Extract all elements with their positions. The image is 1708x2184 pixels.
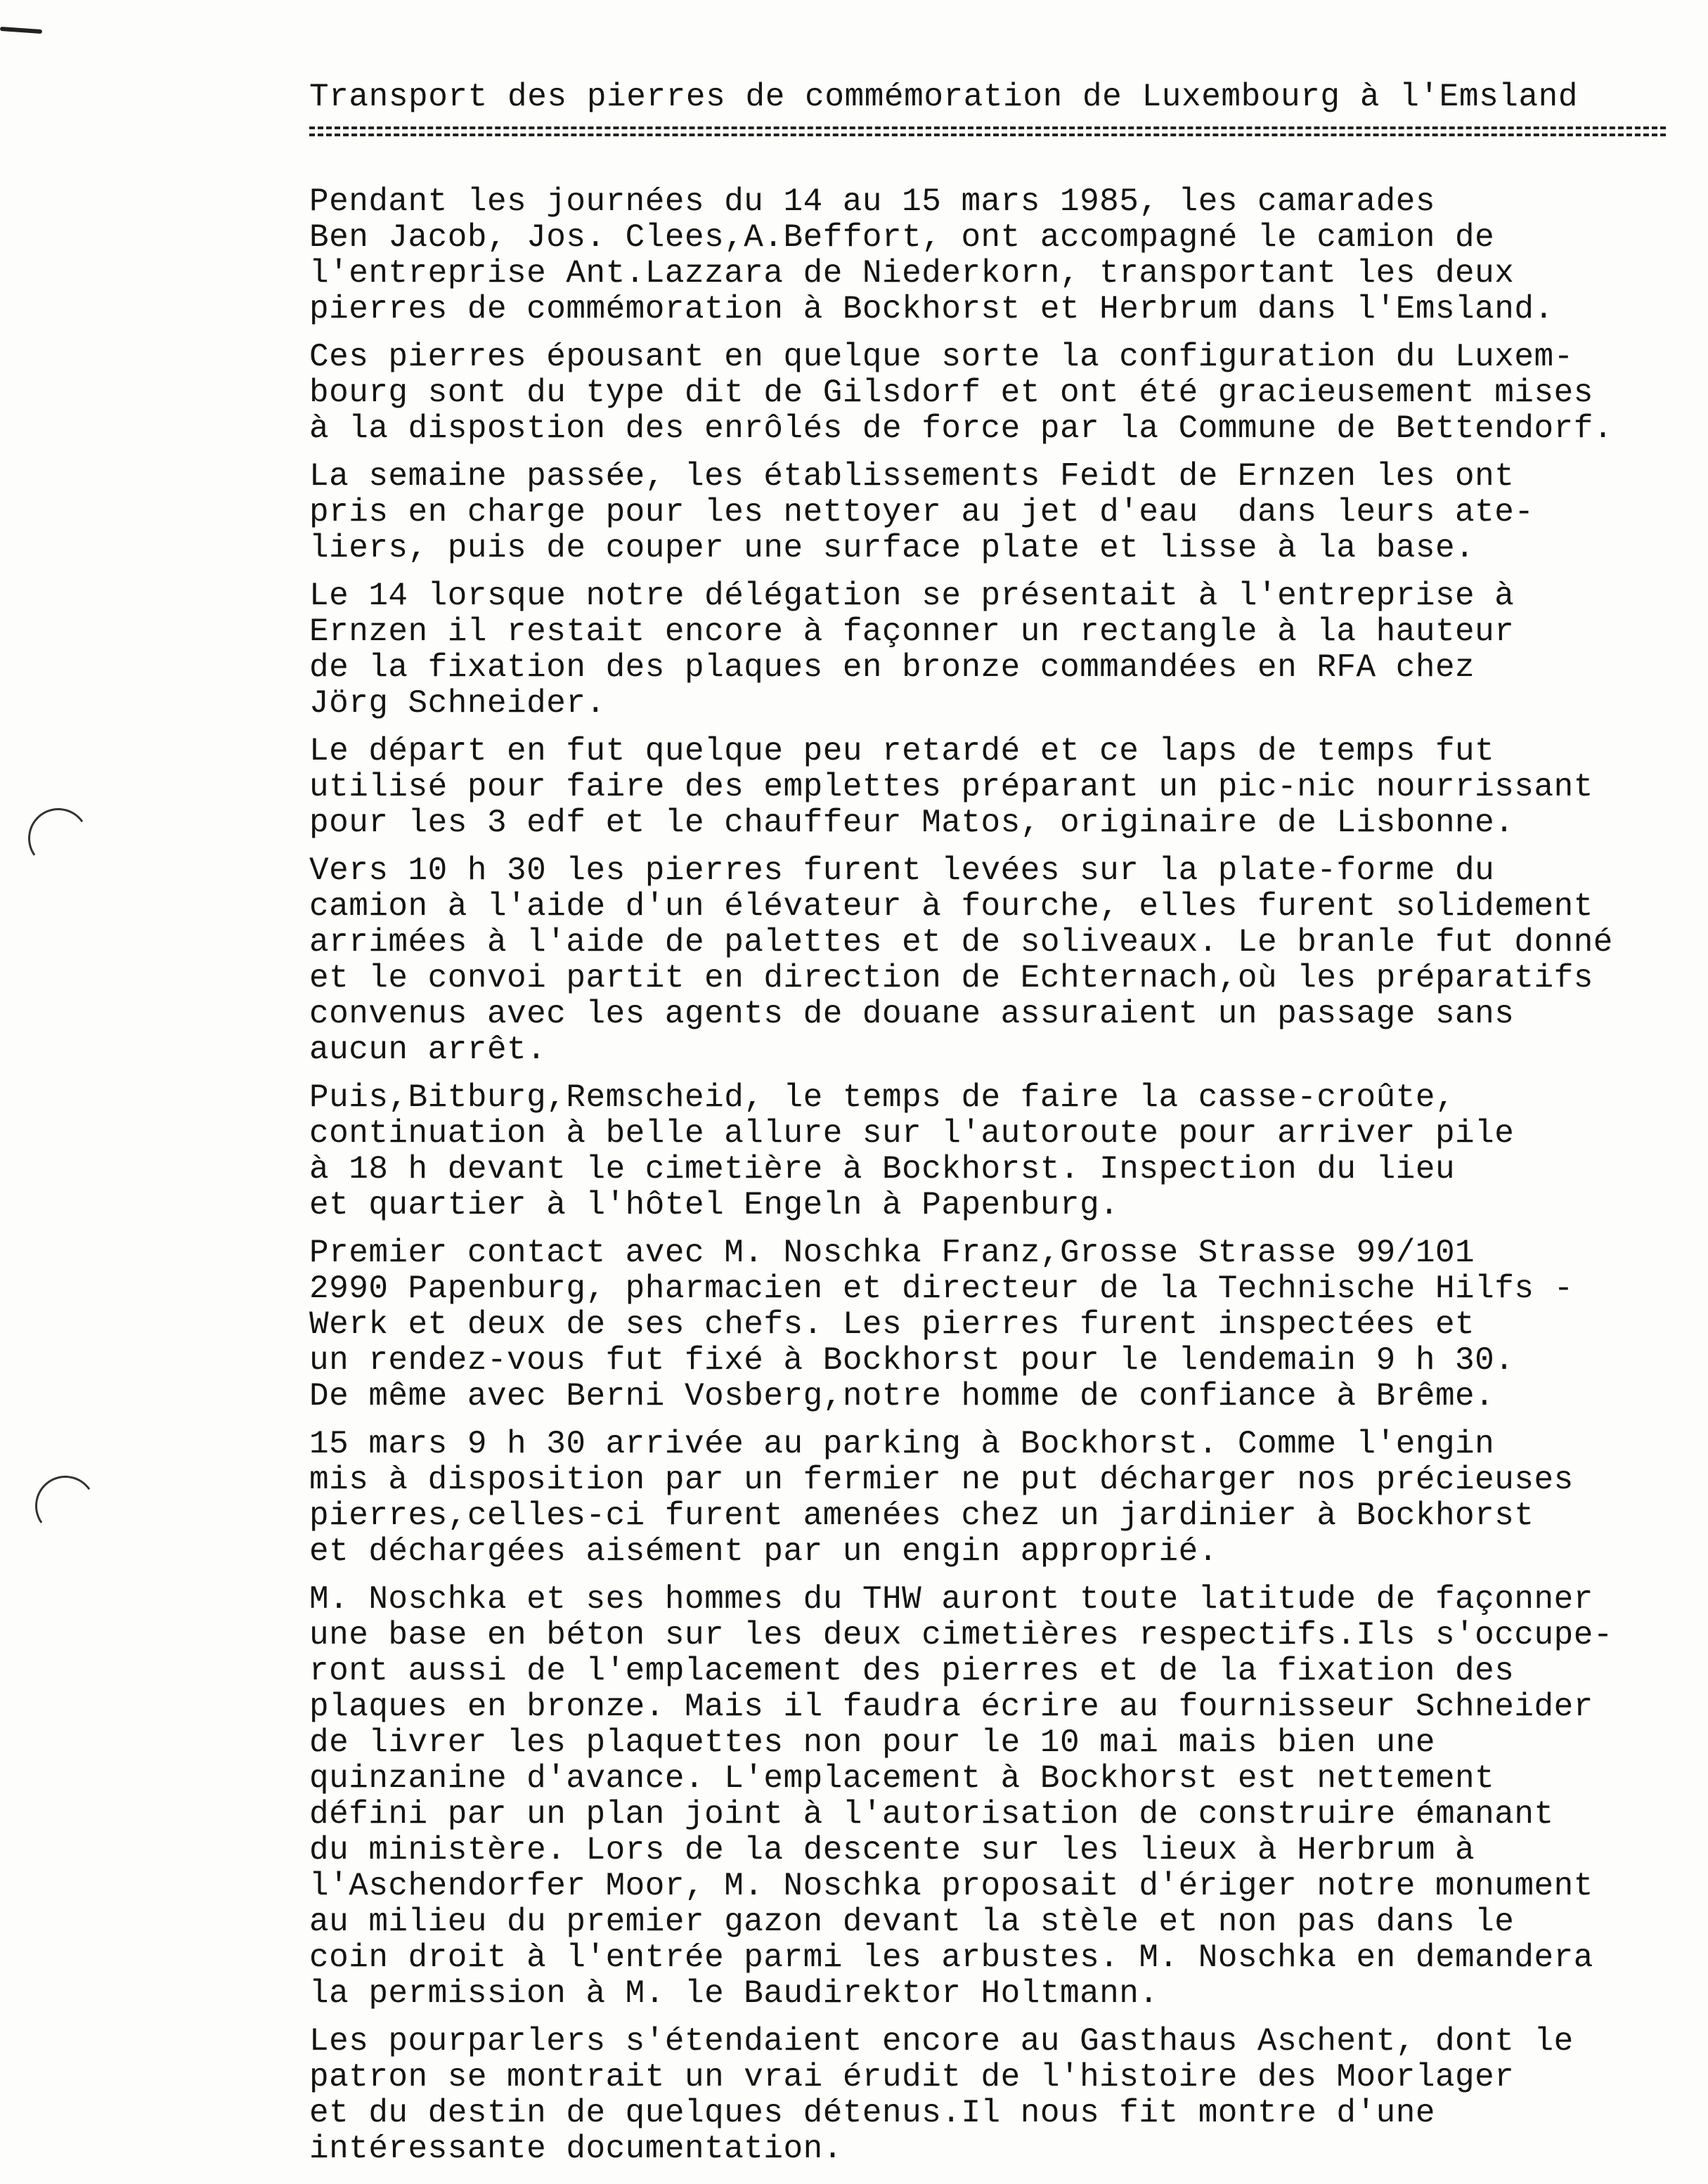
- text-line: un rendez-vous fut fixé à Bockhorst pour le lendemain 9 h 30.: [309, 1342, 1515, 1379]
- text-line: patron se montrait un vrai érudit de l'histoire des Moorlager: [309, 2059, 1515, 2095]
- text-line: aucun arrêt.: [309, 1032, 547, 1068]
- title-underline: [309, 126, 1666, 136]
- text-line: 2990 Papenburg, pharmacien et directeur de la Technische Hilfs -: [309, 1270, 1574, 1307]
- text-line: pierres,celles-ci furent amenées chez un jardinier à Bockhorst: [309, 1497, 1534, 1534]
- text-line: intéressante documentation.: [309, 2131, 843, 2167]
- text-line: ront aussi de l'emplacement des pierres et de la fixation des: [309, 1653, 1515, 1689]
- text-line: pierres de commémoration à Bockhorst et Herbrum dans l'Emsland.: [309, 291, 1554, 327]
- text-line: et déchargées aisément par un engin approprié.: [309, 1533, 1218, 1570]
- text-line: camion à l'aide d'un élévateur à fourche, elles furent solidement: [309, 888, 1593, 925]
- text-line: pour les 3 edf et le chauffeur Matos, originaire de Lisbonne.: [309, 805, 1515, 841]
- text-line: de la fixation des plaques en bronze commandées en RFA chez: [309, 649, 1475, 686]
- text-line: à 18 h devant le cimetière à Bockhorst. Inspection du lieu: [309, 1151, 1456, 1188]
- punch-hole-mark: [23, 803, 93, 873]
- text-line: Jörg Schneider.: [309, 685, 606, 722]
- text-line: M. Noschka et ses hommes du THW auront toute latitude de façonner: [309, 1581, 1593, 1618]
- text-line: Puis,Bitburg,Remscheid, le temps de faire la casse-croûte,: [309, 1079, 1456, 1116]
- text-line: l'Aschendorfer Moor, M. Noschka proposait d'ériger notre monument: [309, 1868, 1593, 1904]
- text-line: De même avec Berni Vosberg,notre homme de confiance à Brême.: [309, 1378, 1495, 1415]
- text-line: Le départ en fut quelque peu retardé et ce laps de temps fut: [309, 733, 1495, 769]
- scan-mark: [0, 27, 42, 34]
- text-line: arrimées à l'aide de palettes et de soliveaux. Le branle fut donné: [309, 924, 1613, 961]
- punch-hole-mark: [30, 1471, 101, 1541]
- text-line: Ces pierres épousant en quelque sorte la configuration du Luxem-: [309, 339, 1574, 375]
- paragraph: [309, 853, 1687, 1068]
- paragraph: [309, 1426, 1687, 1570]
- text-line: 15 mars 9 h 30 arrivée au parking à Bockhorst. Comme l'engin: [309, 1426, 1495, 1462]
- paragraph: [309, 1235, 1687, 1415]
- text-line: plaques en bronze. Mais il faudra écrire au fournisseur Schneider: [309, 1689, 1593, 1725]
- text-line: quinzanine d'avance. L'emplacement à Bockhorst est nettement: [309, 1760, 1495, 1797]
- text-line: une base en béton sur les deux cimetières respectifs.Ils s'occupe-: [309, 1617, 1613, 1653]
- document-body: [309, 184, 1687, 2179]
- text-line: de livrer les plaquettes non pour le 10 mai mais bien une: [309, 1724, 1435, 1761]
- text-line: et du destin de quelques détenus.Il nous fit montre d'une: [309, 2095, 1435, 2131]
- text-line: Ben Jacob, Jos. Clees,A.Beffort, ont accompagné le camion de: [309, 219, 1495, 256]
- paragraph: [309, 184, 1687, 327]
- text-line: et quartier à l'hôtel Engeln à Papenburg.: [309, 1187, 1120, 1223]
- text-line: Pendant les journées du 14 au 15 mars 1985, les camarades: [309, 183, 1435, 220]
- text-line: à la dispostion des enrôlés de force par la Commune de Bettendorf.: [309, 410, 1613, 447]
- text-line: bourg sont du type dit de Gilsdorf et ont été gracieusement mises: [309, 375, 1593, 411]
- text-line: pris en charge pour les nettoyer au jet d'eau dans leurs ate-: [309, 494, 1534, 531]
- text-line: la permission à M. le Baudirektor Holtmann.: [309, 1975, 1159, 2012]
- text-line: La semaine passée, les établissements Feidt de Ernzen les ont: [309, 458, 1515, 495]
- text-line: utilisé pour faire des emplettes préparant un pic-nic nourrissant: [309, 769, 1593, 805]
- document-title: Transport des pierres de commémoration de Luxembourg à l'Emsland: [309, 79, 1579, 115]
- paragraph: [309, 459, 1687, 566]
- paragraph: [309, 1582, 1687, 2012]
- text-line: l'entreprise Ant.Lazzara de Niederkorn, transportant les deux: [309, 255, 1515, 292]
- text-line: Le 14 lorsque notre délégation se présentait à l'entreprise à: [309, 578, 1515, 614]
- text-line: continuation à belle allure sur l'autoroute pour arriver pile: [309, 1115, 1515, 1152]
- text-line: défini par un plan joint à l'autorisation de construire émanant: [309, 1796, 1554, 1833]
- text-line: Vers 10 h 30 les pierres furent levées sur la plate-forme du: [309, 852, 1495, 889]
- text-line: et le convoi partit en direction de Echternach,où les préparatifs: [309, 960, 1593, 996]
- text-line: liers, puis de couper une surface plate et lisse à la base.: [309, 530, 1475, 566]
- paragraph: [309, 734, 1687, 841]
- paragraph: [309, 1080, 1687, 1223]
- text-line: du ministère. Lors de la descente sur les lieux à Herbrum à: [309, 1832, 1475, 1868]
- text-line: Premier contact avec M. Noschka Franz,Grosse Strasse 99/101: [309, 1235, 1475, 1271]
- text-line: Werk et deux de ses chefs. Les pierres furent inspectées et: [309, 1306, 1475, 1343]
- paragraph: [309, 339, 1687, 447]
- text-line: mis à disposition par un fermier ne put décharger nos précieuses: [309, 1462, 1574, 1498]
- text-line: au milieu du premier gazon devant la stèle et non pas dans le: [309, 1904, 1515, 1940]
- text-line: coin droit à l'entrée parmi les arbustes. M. Noschka en demandera: [309, 1939, 1593, 1976]
- paragraph: [309, 578, 1687, 722]
- paragraph: [309, 2024, 1687, 2167]
- text-line: Ernzen il restait encore à façonner un rectangle à la hauteur: [309, 613, 1515, 650]
- text-line: convenus avec les agents de douane assuraient un passage sans: [309, 996, 1515, 1032]
- text-line: Les pourparlers s'étendaient encore au Gasthaus Aschent, dont le: [309, 2023, 1574, 2060]
